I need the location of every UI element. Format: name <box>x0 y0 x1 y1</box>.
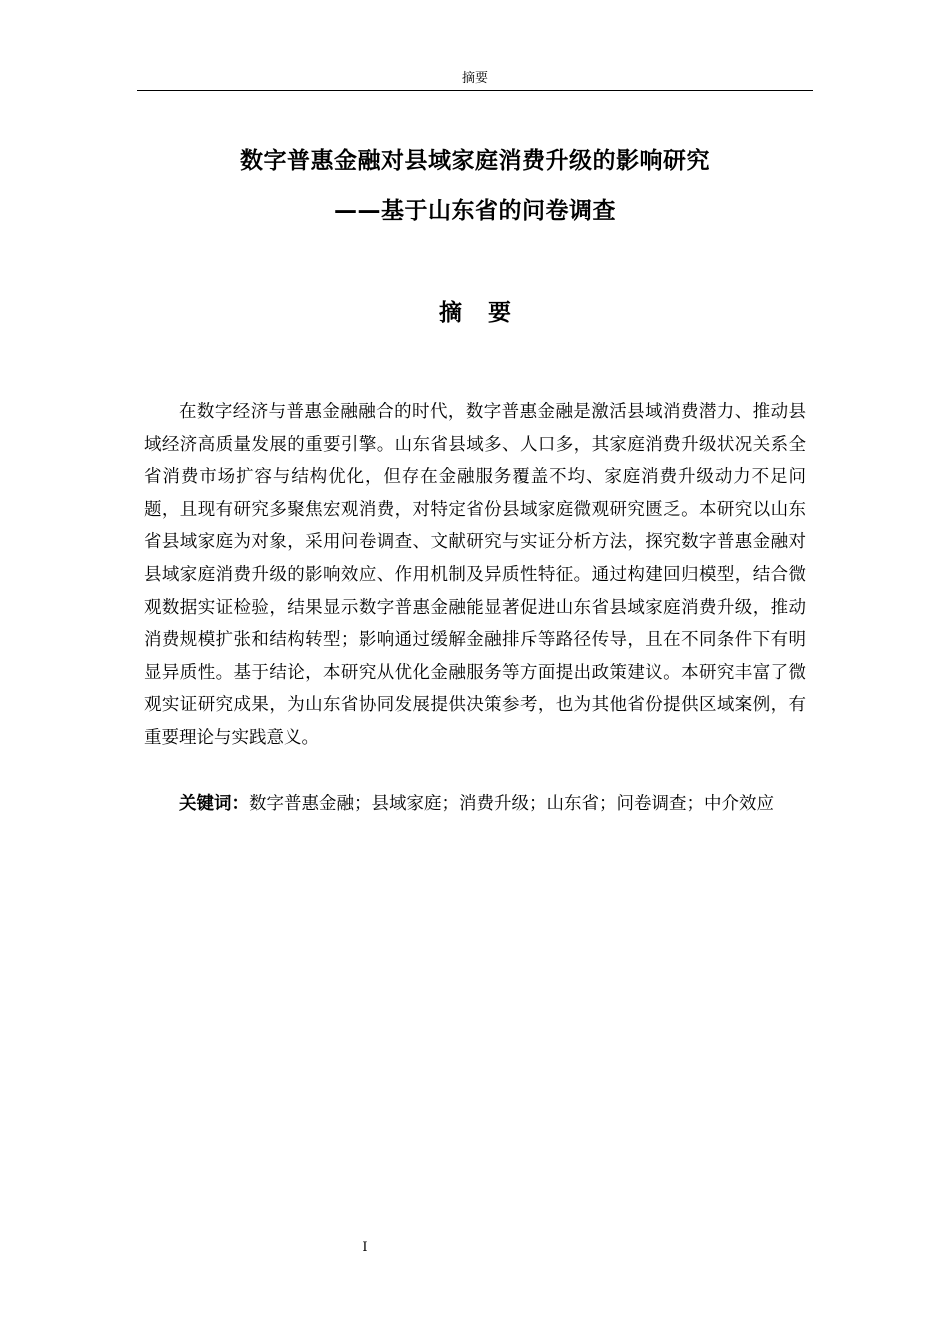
abstract-paragraph: 在数字经济与普惠金融融合的时代，数字普惠金融是激活县域消费潜力、推动县域经济高质量发展的重要引擎。山东省县域多、人口多，其家庭消费升级状况关系全省消费市场扩容与结构优化，但存在金融服务覆盖不均、家庭消费升级动力不足问题，且现有研究多聚焦宏观消费，对特定省份县域家庭微观研究匮乏。本研究以山东省县域家庭为对象，采用问卷调查、文献研究与实证分析方法，探究数字普惠金融对县域家庭消费升级的影响效应、作用机制及异质性特征。通过构建回归模型，结合微观数据实证检验，结果显示数字普惠金融能显著促进山东省县域家庭消费升级，推动消费规模扩张和结构转型；影响通过缓解金融排斥等路径传导，且在不同条件下有明显异质性。基于结论，本研究从优化金融服务等方面提出政策建议。本研究丰富了微观实证研究成果，为山东省协同发展提供决策参考，也为其他省份提供区域案例，有重要理论与实践意义。 <box>144 402 806 748</box>
paper-subtitle: ——基于山东省的问卷调查 <box>334 198 616 224</box>
keywords-label: 关键词： <box>179 794 249 814</box>
running-header-title: 摘要 <box>461 71 488 86</box>
running-header <box>137 68 813 91</box>
abstract-heading: 摘要 <box>439 300 537 326</box>
keywords-line <box>144 788 806 821</box>
keywords-text: 数字普惠金融；县域家庭；消费升级；山东省；问卷调查；中介效应 <box>249 794 774 814</box>
paper-title: 数字普惠金融对县域家庭消费升级的影响研究 <box>240 148 710 174</box>
page-number: I <box>362 1240 368 1255</box>
